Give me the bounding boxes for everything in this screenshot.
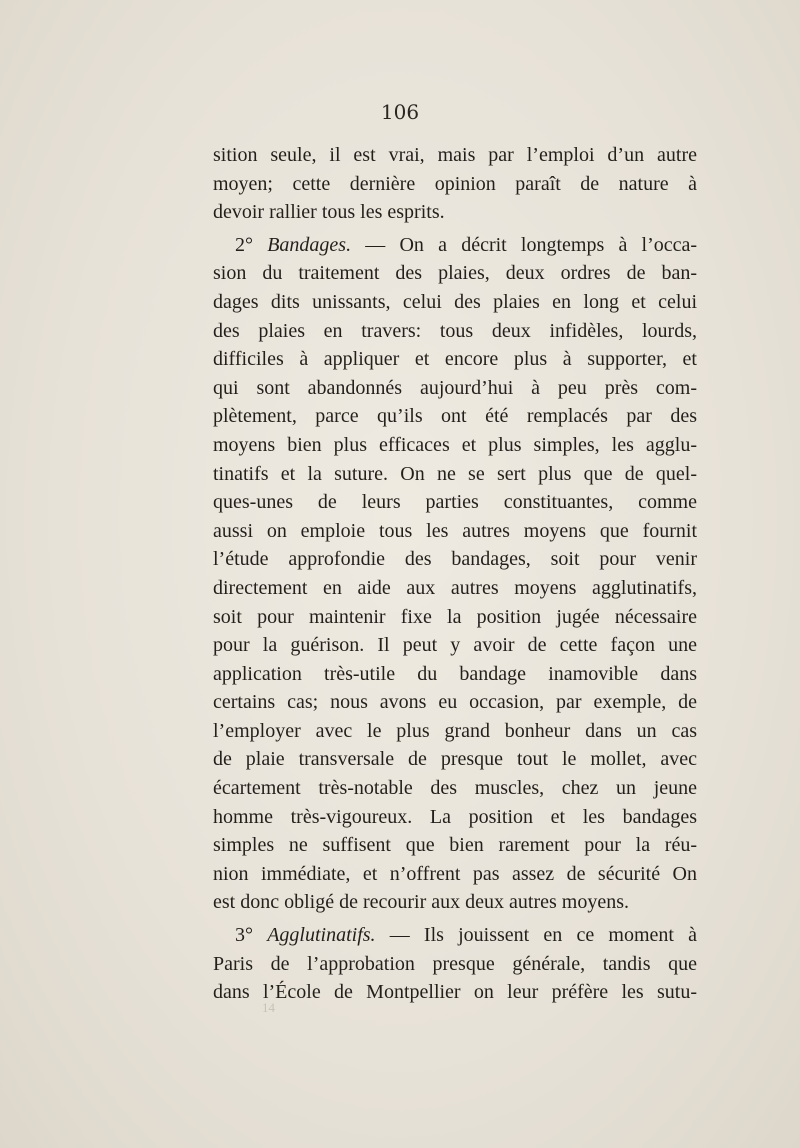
body-text (213, 141, 697, 1007)
text-line: simples ne suffisent que bien rarement pour la réu- (213, 834, 697, 857)
text-line: des plaies en travers: tous deux infidèles, lourds, (213, 319, 697, 342)
text-line: nion immédiate, et n’offrent pas assez de sécurité On (213, 862, 697, 885)
text-line: application très-utile du bandage inamovible dans (213, 662, 697, 685)
text-line: sition seule, il est vrai, mais par l’emploi d’un autre (213, 144, 697, 166)
text-line: aussi on emploie tous les autres moyens que fournit (213, 519, 697, 542)
paragraph-2 (213, 231, 697, 917)
text-line: ques-unes de leurs parties constituantes, comme (213, 491, 697, 514)
text-line: l’employer avec le plus grand bonheur dans un cas (213, 719, 697, 742)
section-title: Agglutinatifs. (267, 924, 376, 947)
text-line: dages dits unissants, celui des plaies en long et celui (213, 290, 697, 313)
text-line: l’étude approfondie des bandages, soit pour venir (213, 548, 697, 571)
text-line: sion du traitement des plaies, deux ordres de ban- (213, 262, 697, 285)
text-line: plètement, parce qu’ils ont été remplacés par des (213, 405, 697, 428)
text-line: moyens bien plus efficaces et plus simples, les agglu- (213, 433, 697, 456)
paragraph-1 (213, 141, 697, 227)
text-line: pour la guérison. Il peut y avoir de cette façon une (213, 634, 697, 657)
section-heading-rest: — On a décrit longtemps à l’occa- (365, 233, 698, 256)
section-number: 3° (235, 924, 253, 947)
section-heading-rest: — Ils jouissent en ce moment à (389, 924, 697, 947)
text-line: directement en aide aux autres moyens agglutinatifs, (213, 576, 697, 599)
text-line: Paris de l’approbation presque générale, tandis que (213, 952, 697, 975)
text-line: est donc obligé de recourir aux deux autres moyens. (213, 891, 629, 914)
text-line: dans l’École de Montpellier on leur préfère les sutu- (213, 981, 697, 1004)
text-line: moyen; cette dernière opinion paraît de nature à (213, 172, 697, 195)
text-line: de plaie transversale de presque tout le mollet, avec (213, 748, 697, 771)
text-line: certains cas; nous avons eu occasion, par exemple, de (213, 691, 697, 714)
section-heading-line (213, 231, 697, 260)
signature-mark: 14 (262, 1000, 275, 1015)
section-heading-line (213, 921, 697, 950)
text-line: écartement très-notable des muscles, chez un jeune (213, 777, 697, 800)
text-line: homme très-vigoureux. La position et les bandages (213, 805, 697, 828)
paragraph-3 (213, 921, 697, 1007)
text-line: tinatifs et la suture. On ne se sert plus que de quel- (213, 462, 697, 485)
text-line: soit pour maintenir fixe la position jugée nécessaire (213, 605, 697, 628)
section-number: 2° (235, 233, 253, 256)
section-title: Bandages. (267, 233, 352, 256)
page-number: 106 (380, 100, 420, 124)
text-line: difficiles à appliquer et encore plus à supporter, et (213, 348, 697, 371)
text-line: qui sont abandonnés aujourd’hui à peu près com- (213, 376, 697, 399)
text-line: devoir rallier tous les esprits. (213, 201, 445, 224)
